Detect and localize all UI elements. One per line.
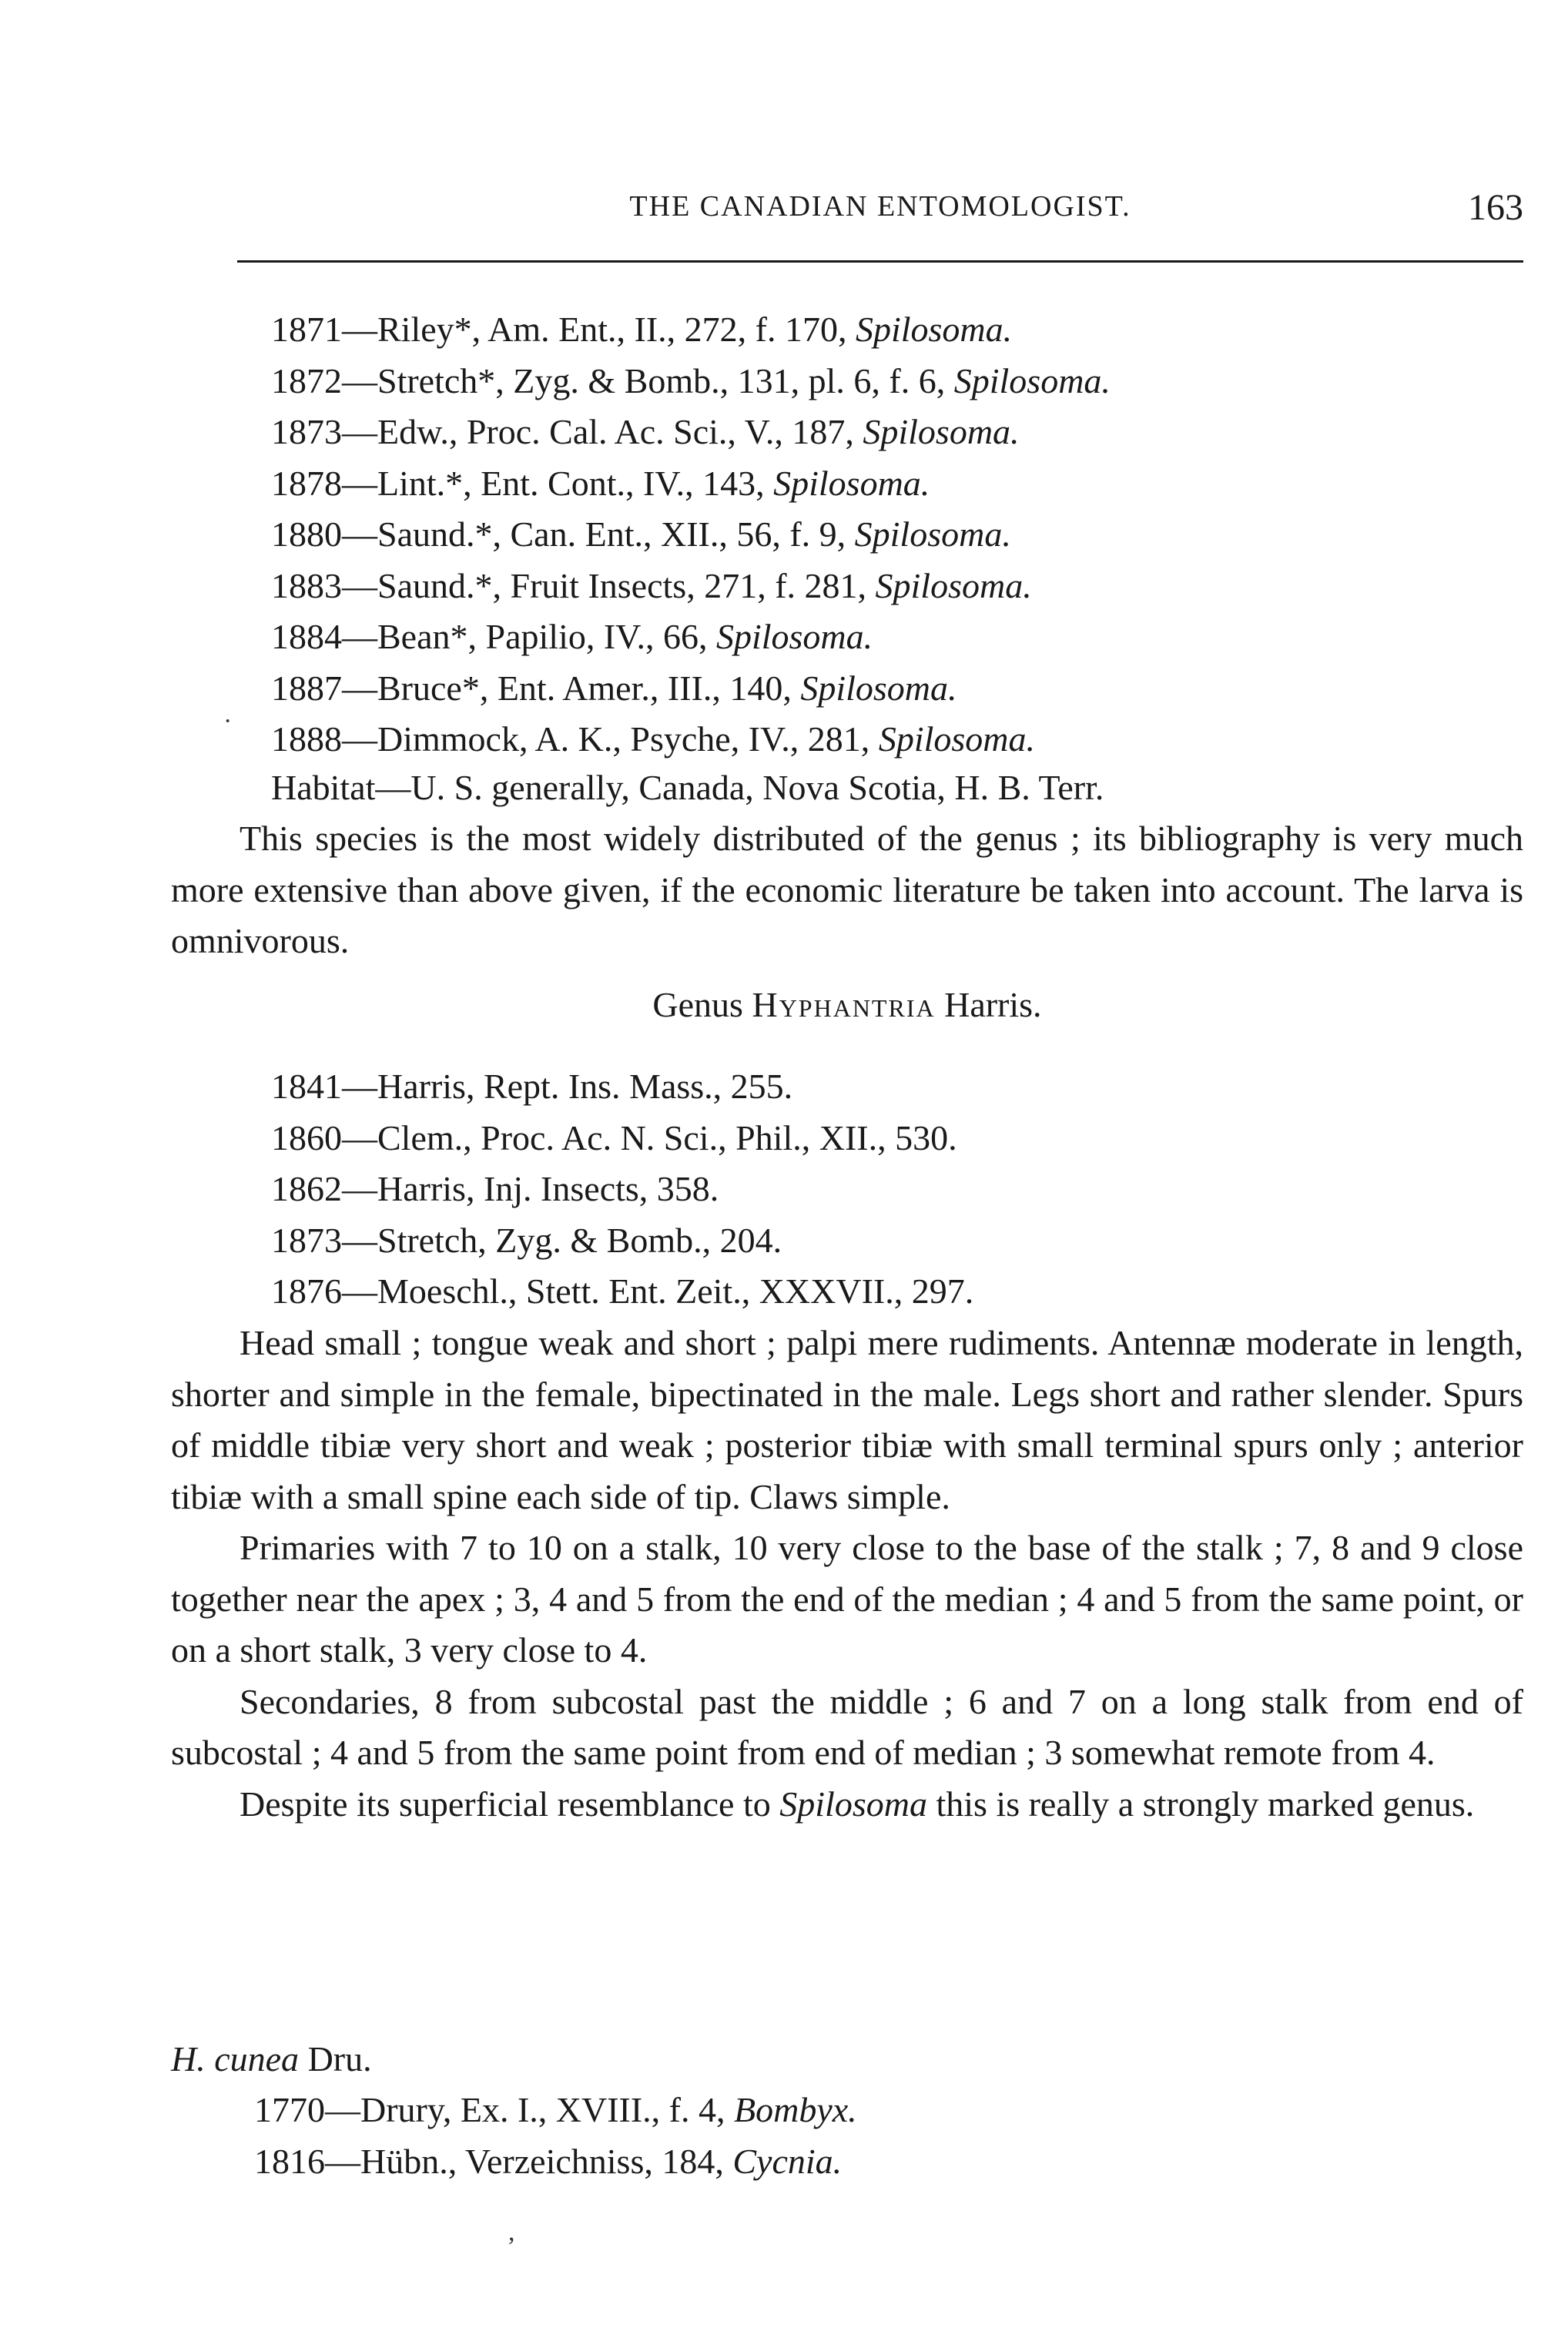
bibliography-entry: 1883—Saund.*, Fruit Insects, 271, f. 281, Spilosoma.: [271, 565, 1032, 605]
paragraph: This species is the most widely distributed of the genus ; its bibliography is very much more extensive than above given, if the economic literature be taken into account. The larva is omnivorous.: [171, 819, 1523, 960]
paragraph: Primaries with 7 to 10 on a stalk, 10 very close to the base of the stalk ; 7, 8 and 9 close together near the apex ; 3, 4 and 5 from the end of the median ; 4 and 5 from the same point, or on a short stalk, 3 very close to 4.: [171, 1528, 1523, 1670]
stray-mark: ,: [508, 2218, 515, 2246]
habitat-line: Habitat—U. S. generally, Canada, Nova Scotia, H. B. Terr.: [271, 768, 1104, 807]
description: [171, 1318, 1523, 1830]
genus-author: Harris.: [944, 985, 1042, 1024]
distribution-paragraph: [171, 813, 1523, 967]
paragraph: Secondaries, 8 from subcostal past the middle ; 6 and 7 on a long stalk from end of subcostal ; 4 and 5 from the same point from end of median ; 3 somewhat remote from 4.: [171, 1681, 1523, 1772]
species-heading: [171, 2034, 372, 2085]
bibliography-entry: 1884—Bean*, Papilio, IV., 66, Spilosoma.: [271, 617, 873, 656]
bibliography-entry: 1816—Hübn., Verzeichniss, 184, Cycnia.: [254, 2141, 843, 2181]
bibliography-entry: 1770—Drury, Ex. I., XVIII., f. 4, Bombyx.: [254, 2090, 857, 2129]
genus-title: Hyphantria: [752, 985, 936, 1024]
bibliography-entry: 1871—Riley*, Am. Ent., II., 272, f. 170, Spilosoma.: [271, 310, 1013, 349]
bibliography-entry: 1841—Harris, Rept. Ins. Mass., 255.: [271, 1067, 793, 1106]
bibliography-entry: 1872—Stretch*, Zyg. & Bomb., 131, pl. 6, f. 6, Spilosoma.: [271, 360, 1111, 400]
hyphantria-bibliography: [271, 1061, 973, 1318]
bibliography-entry: 1887—Bruce*, Ent. Amer., III., 140, Spilosoma.: [271, 668, 957, 708]
journal-title: THE CANADIAN ENTOMOLOGIST.: [629, 190, 1131, 223]
spilosoma-bibliography: [271, 304, 1111, 765]
page-number: 163: [1468, 187, 1523, 228]
bibliography-entry: 1878—Lint.*, Ent. Cont., IV., 143, Spilosoma.: [271, 463, 930, 503]
stray-mark: ·: [223, 707, 233, 735]
bibliography-entry: 1880—Saund.*, Can. Ent., XII., 56, f. 9, Spilosoma.: [271, 514, 1011, 554]
genus-prefix: Genus: [652, 985, 743, 1024]
paragraph: Head small ; tongue weak and short ; palpi mere rudiments. Antennæ moderate in length, shorter and simple in the female, bipectinated in the male. Legs short and rather slender. Spurs of middle tibiæ very short and weak ; posterior tibiæ with small terminal spurs only ; anterior tibiæ with a small spine each side of tip. Claws simple.: [171, 1323, 1523, 1516]
bibliography-entry: 1888—Dimmock, A. K., Psyche, IV., 281, Spilosoma.: [271, 719, 1035, 759]
bibliography-entry: 1873—Stretch, Zyg. & Bomb., 204.: [271, 1220, 782, 1260]
bibliography-entry: 1860—Clem., Proc. Ac. N. Sci., Phil., XII., 530.: [271, 1117, 957, 1157]
bibliography-entry: 1873—Edw., Proc. Cal. Ac. Sci., V., 187, Spilosoma.: [271, 412, 1020, 451]
genus-heading: [171, 980, 1523, 1031]
running-head: [237, 186, 1523, 233]
species-name: H. cunea: [171, 2039, 300, 2078]
bibliography-entry: 1862—Harris, Inj. Insects, 358.: [271, 1169, 719, 1208]
bibliography-entry: 1876—Moeschl., Stett. Ent. Zeit., XXXVII., 297.: [271, 1271, 974, 1311]
cunea-bibliography: [254, 2085, 857, 2187]
species-author: Dru.: [307, 2039, 372, 2078]
header-rule: [237, 260, 1523, 263]
paragraph: Despite its superficial resemblance to Spilosoma this is really a strongly marked genus.: [240, 1784, 1475, 1824]
